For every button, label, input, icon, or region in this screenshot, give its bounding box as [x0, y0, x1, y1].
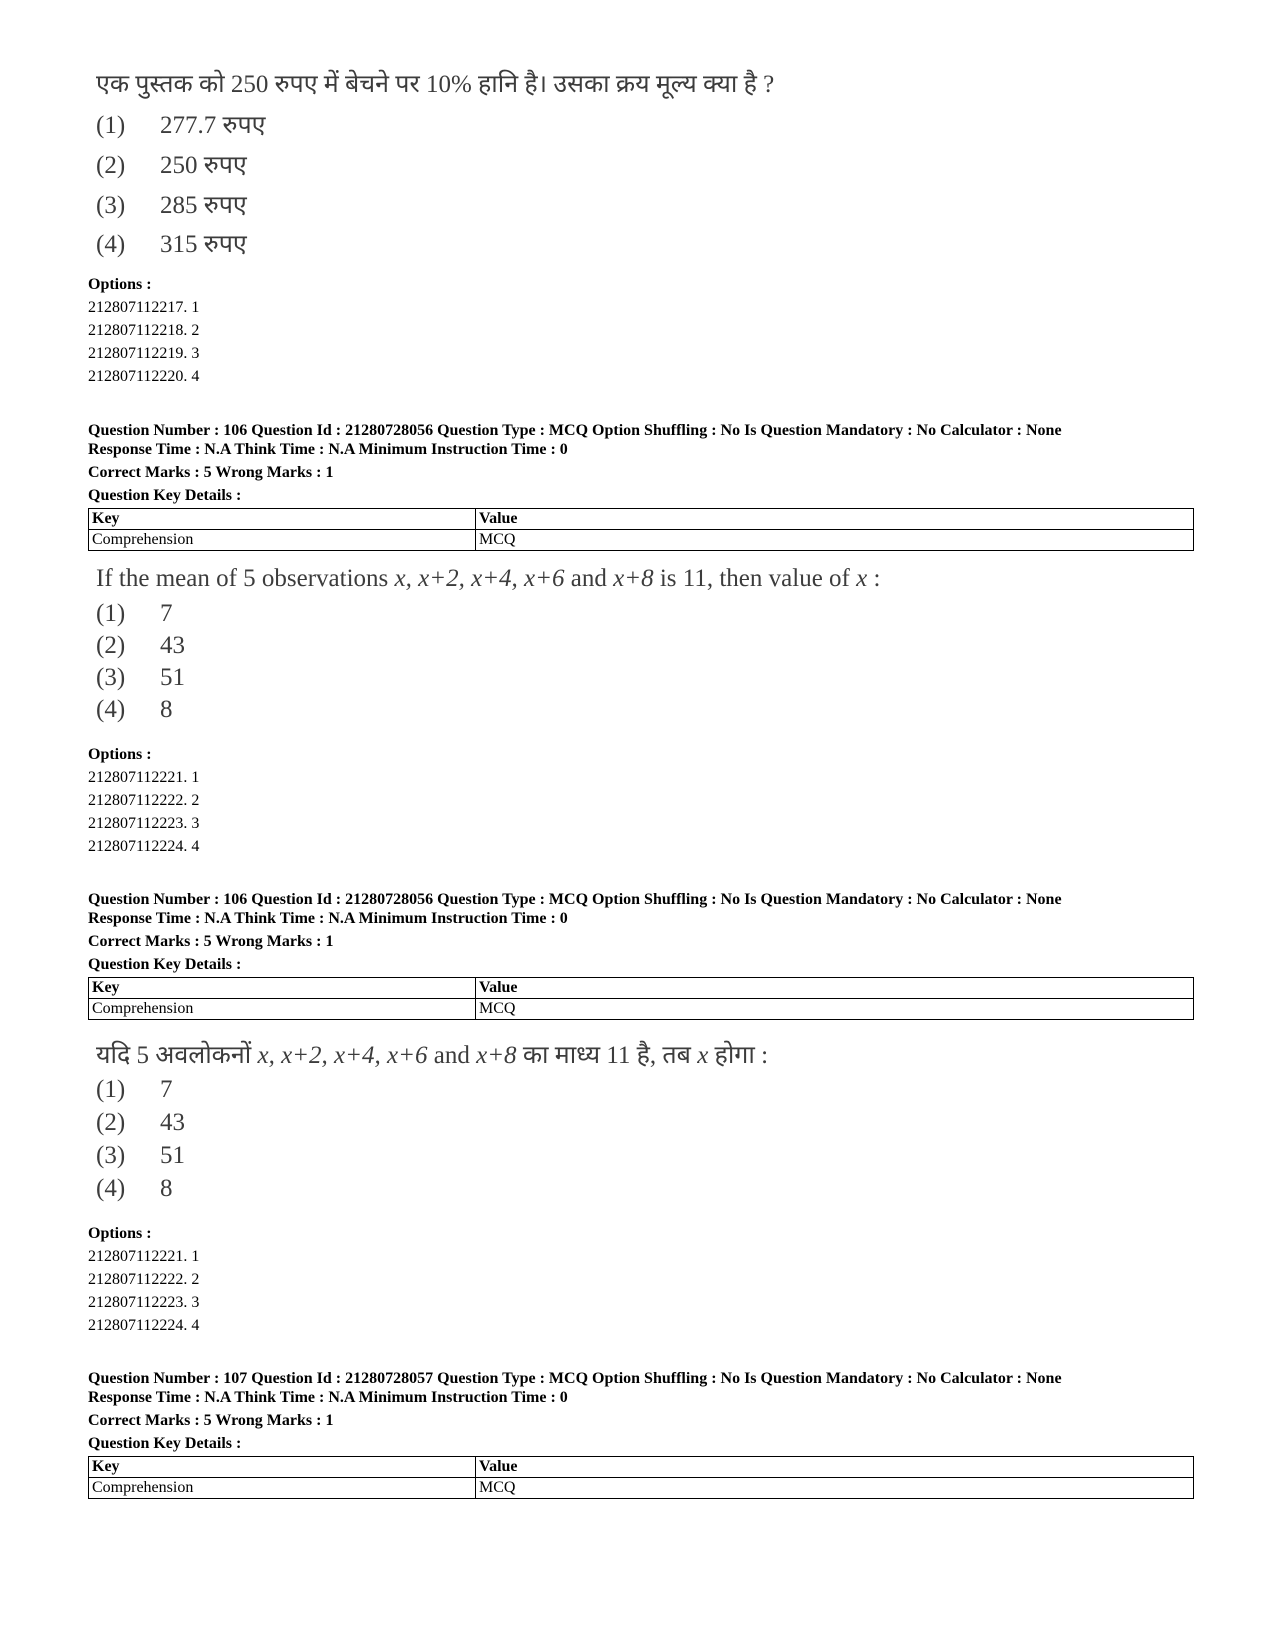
choice-1	[96, 1076, 173, 1104]
option-id: 212807112221. 1	[88, 1248, 200, 1265]
table-cell-key: Comprehension	[89, 530, 476, 551]
choice-3	[96, 187, 247, 221]
option-id: 212807112219. 3	[88, 345, 200, 362]
choice-number: (4)	[96, 1175, 126, 1202]
question-text-hindi-1: एक पुस्तक को 250 रुपए में बेचने पर 10% हानि है। उसका क्रय मूल्य क्या है ?	[96, 71, 775, 98]
q-text: का माध्य 11 है, तब	[516, 1042, 698, 1069]
choice-text: 250 रुपए	[160, 152, 247, 179]
choice-number: (1)	[96, 600, 126, 627]
choice-text: 277.7 रुपए	[160, 112, 266, 139]
options-label: Options :	[88, 1225, 152, 1242]
table-header-value: Value	[476, 509, 1194, 530]
option-id: 212807112220. 4	[88, 368, 200, 385]
marks-line: Correct Marks : 5 Wrong Marks : 1	[88, 1412, 334, 1429]
choice-text: 285 रुपए	[160, 192, 247, 219]
table-header-key: Key	[89, 509, 476, 530]
key-details-table	[88, 977, 1194, 1020]
option-id: 212807112217. 1	[88, 299, 200, 316]
marks-line: Correct Marks : 5 Wrong Marks : 1	[88, 933, 334, 950]
choice-text: 43	[160, 1109, 185, 1136]
q-math: x+8	[476, 1042, 517, 1069]
table-header-value: Value	[476, 978, 1194, 999]
choice-number: (3)	[96, 192, 126, 219]
question-text-hindi-2	[96, 1037, 768, 1071]
choice-text: 315 रुपए	[160, 231, 247, 258]
question-meta-line1: Question Number : 106 Question Id : 21280728056 Question Type : MCQ Option Shuffling : No Is Question Mandatory : No Calculator : None	[88, 891, 1062, 908]
choice-number: (3)	[96, 1142, 126, 1169]
option-id: 212807112222. 2	[88, 1271, 200, 1288]
table-cell-key: Comprehension	[89, 1478, 476, 1499]
q-text: and	[427, 1042, 477, 1069]
table-header-key: Key	[89, 1457, 476, 1478]
choice-text: 51	[160, 1142, 185, 1169]
choice-text: 8	[160, 1175, 173, 1202]
choice-2	[96, 147, 247, 181]
table-header-key: Key	[89, 978, 476, 999]
option-id: 212807112218. 2	[88, 322, 200, 339]
option-id: 212807112223. 3	[88, 1294, 200, 1311]
marks-line: Correct Marks : 5 Wrong Marks : 1	[88, 464, 334, 481]
q-text: यदि 5 अवलोकनों	[96, 1042, 258, 1069]
q-text: होगा :	[708, 1042, 769, 1069]
options-label: Options :	[88, 276, 152, 293]
table-cell-value: MCQ	[476, 999, 1194, 1020]
key-details-table	[88, 1456, 1194, 1499]
choice-4	[96, 696, 173, 724]
question-meta-line2: Response Time : N.A Think Time : N.A Minimum Instruction Time : 0	[88, 910, 568, 927]
key-details-label: Question Key Details :	[88, 487, 242, 504]
choice-text: 51	[160, 664, 185, 691]
choice-number: (1)	[96, 1076, 126, 1103]
q-math: x	[856, 565, 868, 592]
choice-1	[96, 107, 265, 141]
choice-text: 8	[160, 696, 173, 723]
choice-3	[96, 664, 185, 692]
option-id: 212807112221. 1	[88, 769, 200, 786]
choice-2	[96, 632, 185, 660]
q-math: x, x+2, x+4, x+6	[257, 1042, 428, 1069]
key-details-label: Question Key Details :	[88, 1435, 242, 1452]
key-details-label: Question Key Details :	[88, 956, 242, 973]
choice-4	[96, 226, 247, 260]
question-meta-line2: Response Time : N.A Think Time : N.A Minimum Instruction Time : 0	[88, 441, 568, 458]
choice-4	[96, 1175, 173, 1203]
question-meta-line2: Response Time : N.A Think Time : N.A Minimum Instruction Time : 0	[88, 1389, 568, 1406]
choice-number: (2)	[96, 632, 126, 659]
options-label: Options :	[88, 746, 152, 763]
choice-text: 7	[160, 600, 173, 627]
option-id: 212807112223. 3	[88, 815, 200, 832]
table-cell-value: MCQ	[476, 530, 1194, 551]
choice-1	[96, 600, 173, 628]
q-text: :	[867, 565, 881, 592]
choice-number: (2)	[96, 1109, 126, 1136]
table-cell-key: Comprehension	[89, 999, 476, 1020]
key-details-table	[88, 508, 1194, 551]
q-text: and	[564, 565, 614, 592]
choice-number: (3)	[96, 664, 126, 691]
choice-number: (4)	[96, 231, 126, 258]
question-text-english	[96, 565, 880, 593]
option-id: 212807112222. 2	[88, 792, 200, 809]
choice-text: 43	[160, 632, 185, 659]
table-header-value: Value	[476, 1457, 1194, 1478]
q-math: x+8	[613, 565, 654, 592]
q-math: x, x+2, x+4, x+6	[394, 565, 565, 592]
question-meta-line1: Question Number : 106 Question Id : 21280728056 Question Type : MCQ Option Shuffling : No Is Question Mandatory : No Calculator : None	[88, 422, 1062, 439]
choice-text: 7	[160, 1076, 173, 1103]
choice-number: (2)	[96, 152, 126, 179]
choice-number: (1)	[96, 112, 126, 139]
option-id: 212807112224. 4	[88, 838, 200, 855]
option-id: 212807112224. 4	[88, 1317, 200, 1334]
q-text: is 11, then value of	[653, 565, 857, 592]
choice-3	[96, 1142, 185, 1170]
q-text: If the mean of 5 observations	[96, 565, 395, 592]
table-cell-value: MCQ	[476, 1478, 1194, 1499]
question-meta-line1: Question Number : 107 Question Id : 21280728057 Question Type : MCQ Option Shuffling : No Is Question Mandatory : No Calculator : None	[88, 1370, 1062, 1387]
q-math: x	[697, 1042, 709, 1069]
choice-number: (4)	[96, 696, 126, 723]
choice-2	[96, 1109, 185, 1137]
